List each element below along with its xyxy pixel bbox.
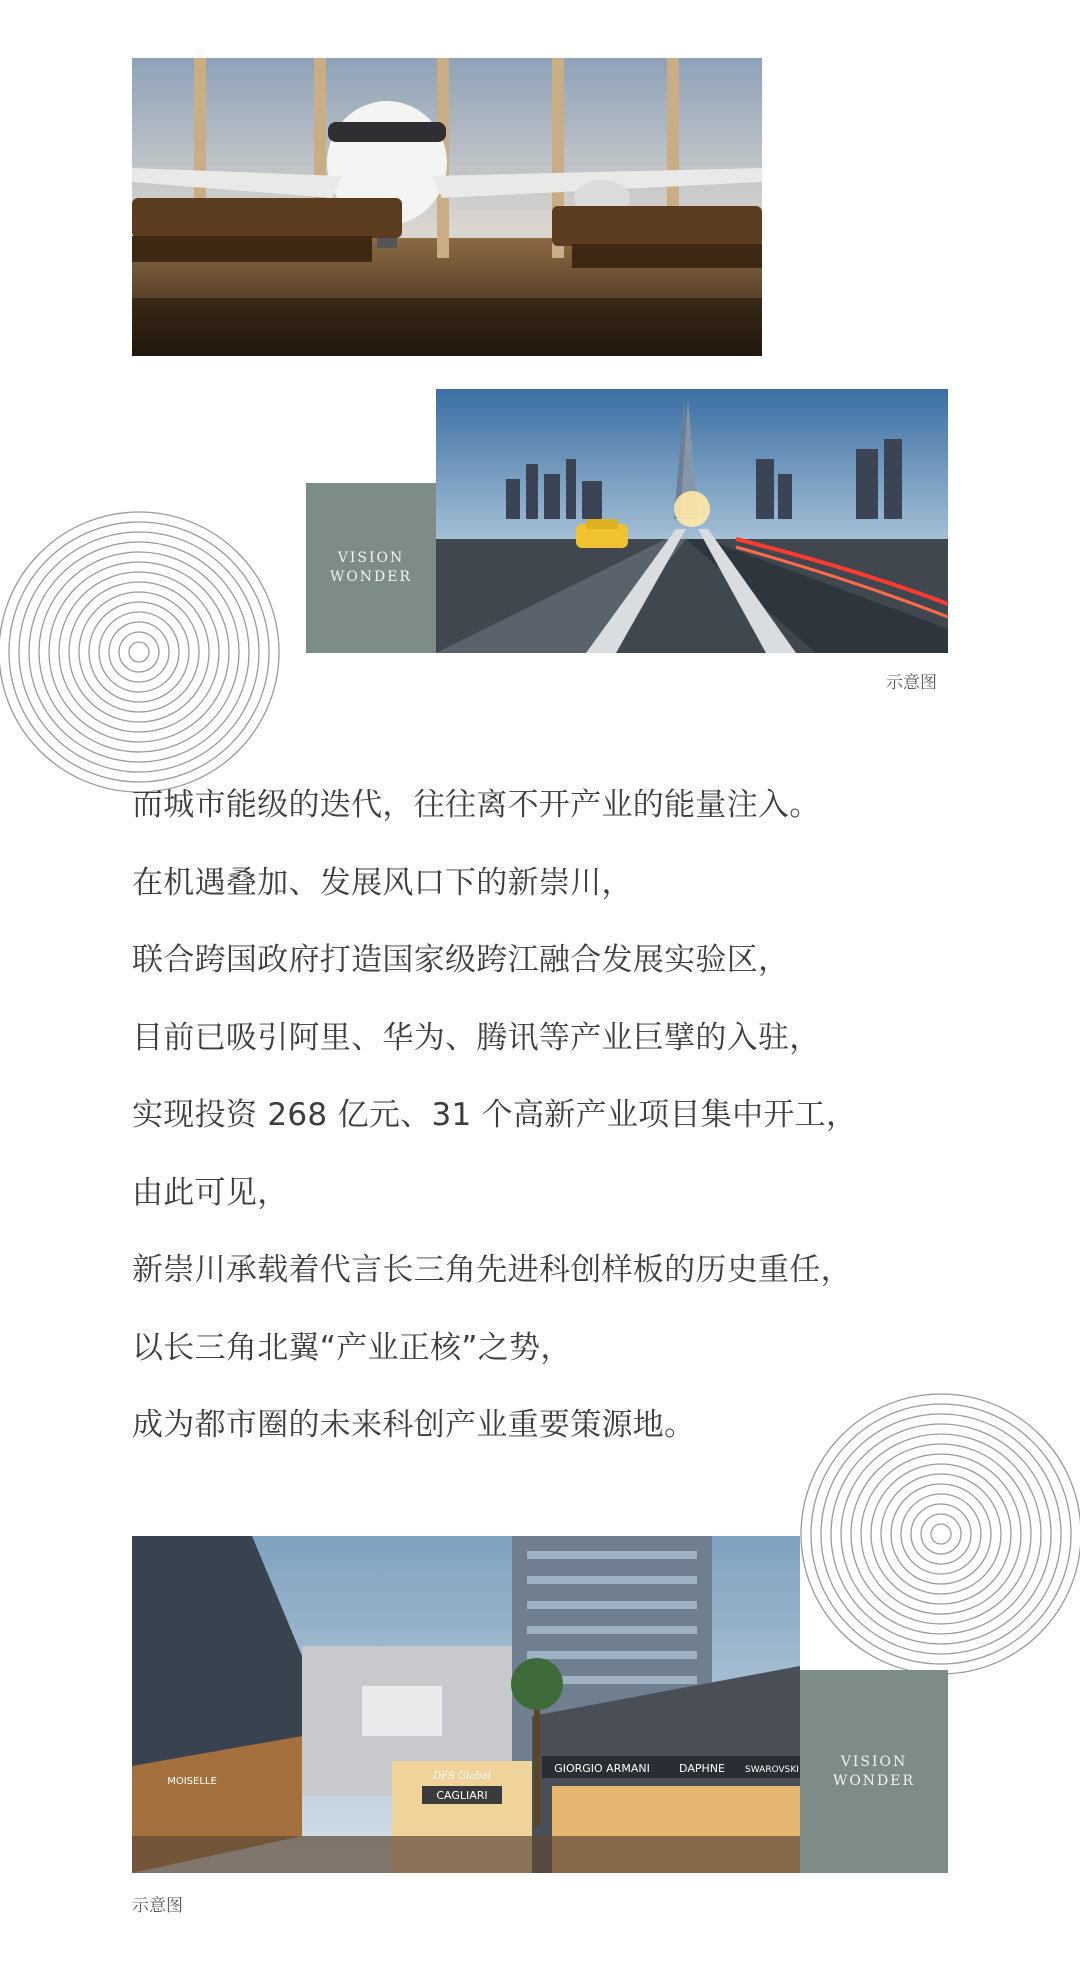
vision-wonder-box [800,1670,948,1873]
bridge-photo [436,389,948,653]
paragraph-line: 目前已吸引阿里、华为、腾讯等产业巨擘的入驻， [132,1019,821,1056]
paragraph-line: 联合跨国政府打造国家级跨江融合发展实验区， [132,942,790,978]
paragraph-line: 以长三角北翼“产业正核”之势， [132,1329,572,1366]
paragraph-line: 由此可见， [132,1174,289,1211]
vision-label: VISION [840,1753,908,1770]
store-sign-swarovski: SWAROVSKI [745,1765,799,1775]
concentric-rings-decoration [0,511,280,793]
store-sign-moiselle: MOISELLE [167,1776,217,1787]
paragraph-line: 在机遇叠加、发展风口下的新崇川， [132,864,633,901]
mall-photo [132,1536,800,1873]
paragraph-line: 实现投资 268 亿元、31 个高新产业项目集中开工， [132,1097,858,1133]
wonder-label: WONDER [832,1772,916,1789]
wonder-label: WONDER [329,569,413,585]
paragraph-line: 而城市能级的迭代，往往离不开产业的能量注入。 [132,787,821,823]
concentric-rings-decoration [800,1393,1080,1675]
paragraph-line: 成为都市圈的未来科创产业重要策源地。 [132,1407,696,1443]
airport-photo [132,58,762,356]
caption-top: 示意图 [886,673,937,693]
store-sign-cagliari: CAGLIARI [436,1789,488,1802]
vision-label: VISION [337,550,405,566]
store-sign-armani: GIORGIO ARMANI [554,1762,650,1775]
vision-wonder-box [306,483,436,653]
body-paragraph [132,767,952,1465]
caption-bottom: 示意图 [132,1896,183,1916]
store-sign-dfs: DFS Global [433,1771,491,1782]
paragraph-line: 新崇川承载着代言长三角先进科创样板的历史重任， [132,1252,852,1288]
store-sign-daphne: DAPHNE [679,1762,725,1775]
